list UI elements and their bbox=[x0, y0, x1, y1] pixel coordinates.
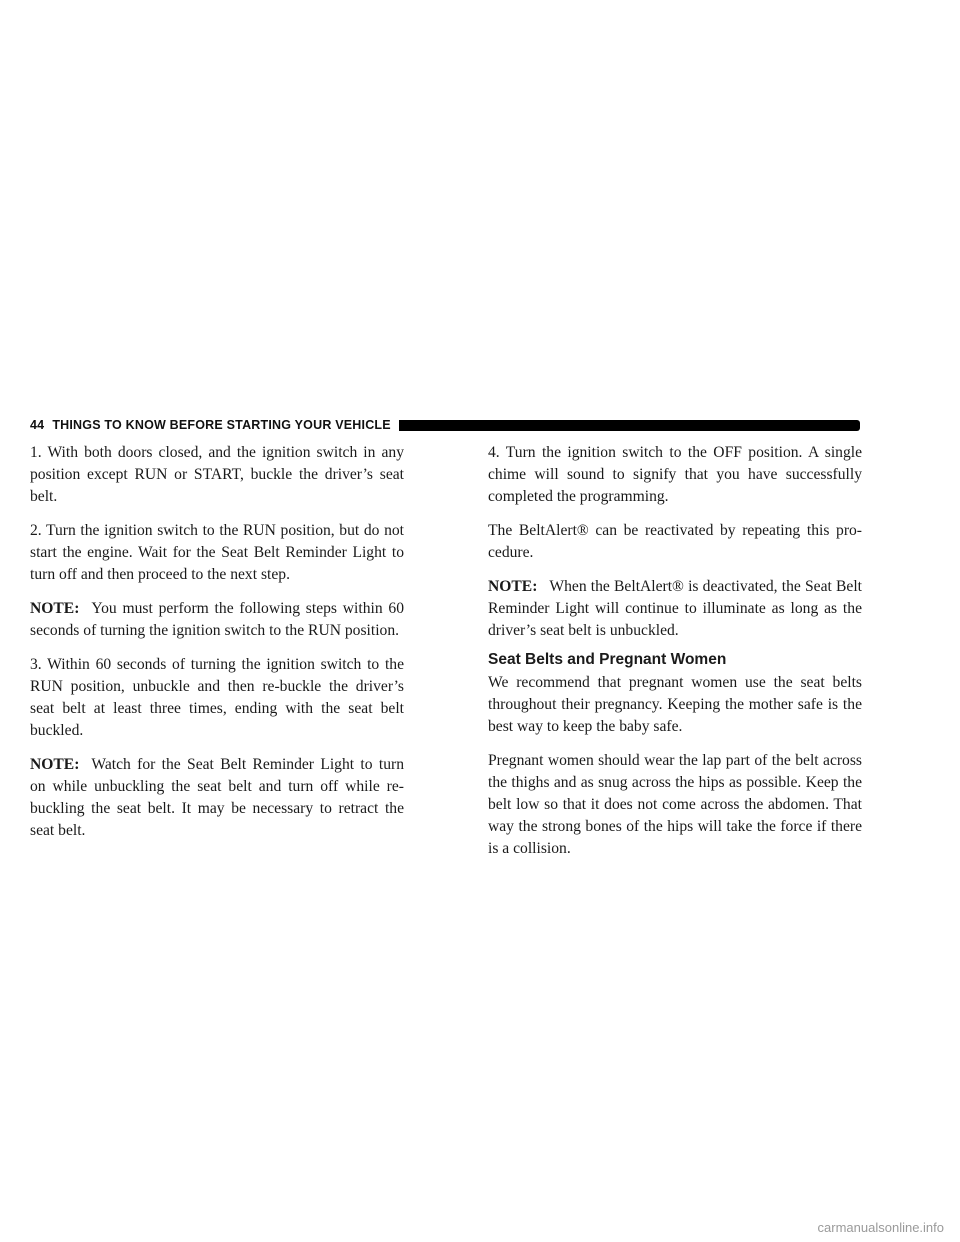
step-2: 2. Turn the ignition switch to the RUN position, but do not start the engine. Wait for the Seat Belt Reminder Light to turn off and then proceed to the next step. bbox=[30, 522, 404, 583]
right-column bbox=[488, 442, 862, 872]
watermark: carmanualsonline.info bbox=[817, 1220, 944, 1235]
step-3: 3. Within 60 seconds of turning the ignition switch to the RUN position, unbuckle and then re-buckle the driver’s seat belt at least three times, ending with the seat belt buckled. bbox=[30, 656, 404, 739]
reactivate-paragraph: The BeltAlert® can be reactivated by repeating this pro-cedure. bbox=[488, 522, 862, 561]
pregnancy-paragraph-2: Pregnant women should wear the lap part of the belt across the thighs and as snug across the hips as possible. Keep the belt low so that it does not come across the abdomen. That way the strong bones of the hips will take the force if there is a collision. bbox=[488, 752, 862, 857]
note-text: Watch for the Seat Belt Reminder Light to turn on while unbuckling the seat belt and turn off while re-buckling the seat belt. It may be necessary to retract the seat belt. bbox=[30, 756, 404, 839]
header-rule bbox=[399, 420, 860, 431]
note-text: You must perform the following steps within 60 seconds of turning the ignition switch to the RUN position. bbox=[30, 600, 404, 639]
section-title: THINGS TO KNOW BEFORE STARTING YOUR VEHICLE bbox=[52, 418, 391, 432]
step-1: 1. With both doors closed, and the ignition switch in any position except RUN or START, buckle the driver’s seat belt. bbox=[30, 444, 404, 505]
note-text: When the BeltAlert® is deactivated, the Seat Belt Reminder Light will continue to illuminate as long as the driver’s seat belt is unbuckled. bbox=[488, 578, 862, 639]
note-3 bbox=[488, 576, 862, 642]
pregnancy-paragraph-1: We recommend that pregnant women use the seat belts throughout their pregnancy. Keeping the mother safe is the best way to keep the baby safe. bbox=[488, 674, 862, 735]
note-label: NOTE: bbox=[30, 600, 80, 617]
note-2 bbox=[30, 754, 404, 842]
step-4: 4. Turn the ignition switch to the OFF position. A single chime will sound to signify that you have successfully completed the programming. bbox=[488, 444, 862, 505]
page-number: 44 bbox=[30, 418, 45, 432]
page-header bbox=[30, 416, 860, 434]
subheading-pregnant-women: Seat Belts and Pregnant Women bbox=[488, 651, 727, 668]
note-label: NOTE: bbox=[30, 756, 80, 773]
left-column bbox=[30, 442, 404, 854]
note-label: NOTE: bbox=[488, 578, 538, 595]
note-1 bbox=[30, 598, 404, 642]
